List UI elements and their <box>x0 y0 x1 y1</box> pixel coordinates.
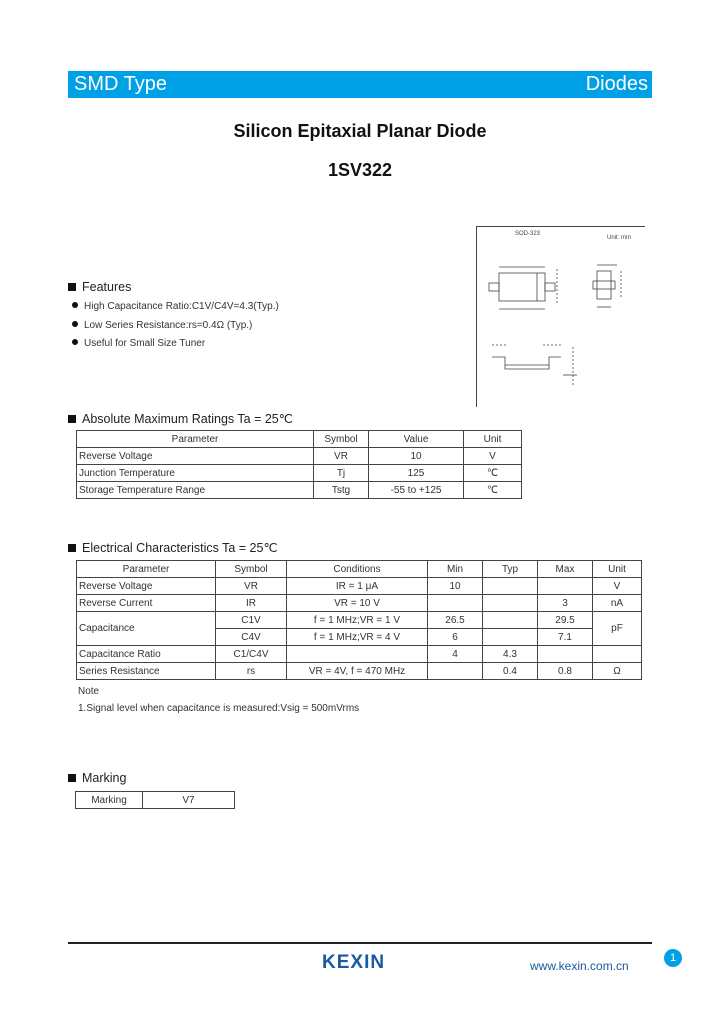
section-square-icon <box>68 544 76 552</box>
bullet-icon <box>72 321 78 327</box>
header-cell: Parameter <box>77 561 216 578</box>
cell: IR <box>216 595 287 612</box>
table-row <box>77 646 642 663</box>
cell <box>538 578 593 595</box>
header-cell: Typ <box>483 561 538 578</box>
cell: 7.1 <box>538 629 593 646</box>
doc-title: Silicon Epitaxial Planar Diode <box>233 121 487 141</box>
feature-text: High Capacitance Ratio:C1V/C4V=4.3(Typ.) <box>84 301 279 312</box>
cell: VR <box>314 448 369 465</box>
features-heading <box>68 280 131 294</box>
cell: 6 <box>428 629 483 646</box>
cell: pF <box>593 612 642 646</box>
table-row <box>77 663 642 680</box>
feature-item <box>72 301 279 312</box>
table-row <box>76 792 235 809</box>
cell: nA <box>593 595 642 612</box>
cell <box>483 612 538 629</box>
cell: Series Resistance <box>77 663 216 680</box>
cell: V <box>593 578 642 595</box>
cell: Reverse Current <box>77 595 216 612</box>
cell: VR = 4V, f = 470 MHz <box>287 663 428 680</box>
kexin-logo: KEXIN <box>322 952 386 973</box>
abs-max-table <box>76 430 522 499</box>
cell: Storage Temperature Range <box>77 482 314 499</box>
feature-item <box>72 338 205 349</box>
cell <box>428 595 483 612</box>
section-square-icon <box>68 774 76 782</box>
cell: Marking <box>76 792 143 809</box>
cell: Tj <box>314 465 369 482</box>
table-header-row <box>77 431 522 448</box>
elec-heading-text: Electrical Characteristics Ta = 25℃ <box>82 541 278 555</box>
note-text: 1.Signal level when capacitance is measured:Vsig = 500mVrms <box>78 703 360 714</box>
package-drawing <box>476 226 645 407</box>
table-row <box>77 612 642 629</box>
cell: 4 <box>428 646 483 663</box>
package-unit: Unit: mm <box>607 235 631 241</box>
header-cell: Symbol <box>314 431 369 448</box>
cell: Reverse Voltage <box>77 448 314 465</box>
cell: Capacitance <box>77 612 216 646</box>
table-header-row <box>77 561 642 578</box>
header-left: SMD Type <box>74 73 167 95</box>
section-square-icon <box>68 283 76 291</box>
feature-text: Low Series Resistance:rs=0.4Ω (Typ.) <box>84 320 253 331</box>
note-title: Note <box>78 686 100 697</box>
header-cell: Symbol <box>216 561 287 578</box>
cell: 0.8 <box>538 663 593 680</box>
footer-url[interactable]: www.kexin.com.cn <box>530 959 629 973</box>
elec-table <box>76 560 642 680</box>
table-row <box>77 595 642 612</box>
cell: Capacitance Ratio <box>77 646 216 663</box>
header-cell: Min <box>428 561 483 578</box>
page-number: 1 <box>664 949 682 967</box>
cell: 4.3 <box>483 646 538 663</box>
header-cell: Max <box>538 561 593 578</box>
cell: C1/C4V <box>216 646 287 663</box>
cell: Reverse Voltage <box>77 578 216 595</box>
cell: 125 <box>369 465 464 482</box>
package-outline-svg <box>477 227 645 407</box>
table-row <box>77 482 522 499</box>
package-label: SOD-323 <box>515 231 541 237</box>
cell <box>483 595 538 612</box>
cell: f = 1 MHz;VR = 1 V <box>287 612 428 629</box>
cell <box>538 646 593 663</box>
cell <box>287 646 428 663</box>
footer-divider <box>68 942 652 944</box>
header-cell: Conditions <box>287 561 428 578</box>
cell: Tstg <box>314 482 369 499</box>
cell: 10 <box>369 448 464 465</box>
cell: 3 <box>538 595 593 612</box>
cell: V7 <box>143 792 235 809</box>
cell: rs <box>216 663 287 680</box>
elec-heading <box>68 540 277 555</box>
table-row <box>77 448 522 465</box>
marking-heading <box>68 771 126 785</box>
feature-text: Useful for Small Size Tuner <box>84 338 206 349</box>
cell <box>483 629 538 646</box>
cell: C1V <box>216 612 287 629</box>
marking-heading-text: Marking <box>82 771 127 785</box>
cell: ℃ <box>464 465 522 482</box>
header-cell: Value <box>369 431 464 448</box>
features-heading-text: Features <box>82 280 132 294</box>
header-cell: Unit <box>464 431 522 448</box>
cell: 29.5 <box>538 612 593 629</box>
cell: IR = 1 μA <box>287 578 428 595</box>
table-row <box>77 465 522 482</box>
cell: f = 1 MHz;VR = 4 V <box>287 629 428 646</box>
table-row <box>77 578 642 595</box>
abs-max-heading-text: Absolute Maximum Ratings Ta = 25℃ <box>82 412 293 426</box>
cell: Junction Temperature <box>77 465 314 482</box>
header-cell: Parameter <box>77 431 314 448</box>
marking-table <box>75 791 235 809</box>
cell: ℃ <box>464 482 522 499</box>
cell: VR <box>216 578 287 595</box>
cell: V <box>464 448 522 465</box>
cell: 10 <box>428 578 483 595</box>
header-bar <box>68 71 652 98</box>
cell <box>428 663 483 680</box>
cell: 26.5 <box>428 612 483 629</box>
abs-max-heading <box>68 411 293 426</box>
header-cell: Unit <box>593 561 642 578</box>
cell: -55 to +125 <box>369 482 464 499</box>
cell: C4V <box>216 629 287 646</box>
cell: 0.4 <box>483 663 538 680</box>
bullet-icon <box>72 302 78 308</box>
cell: Ω <box>593 663 642 680</box>
bullet-icon <box>72 339 78 345</box>
part-number: 1SV322 <box>327 160 393 180</box>
cell <box>483 578 538 595</box>
header-right: Diodes <box>585 73 648 95</box>
cell <box>593 646 642 663</box>
feature-item <box>72 320 252 331</box>
cell: VR = 10 V <box>287 595 428 612</box>
section-square-icon <box>68 415 76 423</box>
